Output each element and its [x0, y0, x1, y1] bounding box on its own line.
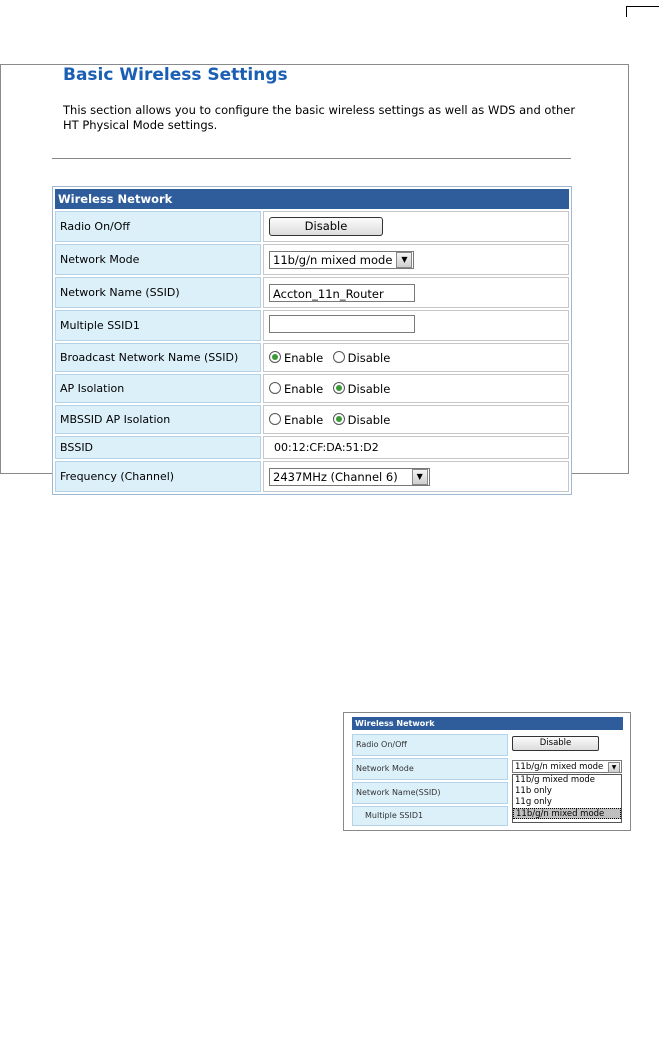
inset-network-mode-label: Network Mode	[352, 758, 508, 780]
page-title: Basic Wireless Settings	[63, 65, 288, 85]
mode-option-bgn-mixed[interactable]: 11b/g/n mixed mode	[513, 808, 621, 819]
chevron-down-icon[interactable]: ▼	[396, 252, 412, 268]
mode-option-g-only[interactable]: 11g only	[515, 797, 552, 807]
broadcast-enable-radio[interactable]	[269, 351, 281, 363]
wireless-network-table	[52, 186, 572, 495]
wireless-settings-screenshot	[0, 64, 629, 484]
broadcast-enable-label: Enable	[284, 350, 324, 365]
divider	[52, 158, 571, 159]
page-description: This section allows you to configure the basic wireless settings as well as WDS and other HT Physical Mode settings.	[63, 103, 576, 132]
mbssid-isolation-label: MBSSID AP Isolation	[55, 405, 261, 434]
mbssid-disable-label: Disable	[347, 412, 391, 427]
inset-multiple-ssid-label: Multiple SSID1	[352, 806, 508, 826]
frequency-value: 2437MHz (Channel 6)	[273, 469, 398, 484]
mbssid-enable-label: Enable	[284, 412, 324, 427]
ssid-input[interactable]: Accton_11n_Router	[269, 284, 415, 302]
broadcast-disable-label: Disable	[347, 350, 391, 365]
multiple-ssid-input[interactable]	[269, 315, 415, 333]
network-mode-select[interactable]	[269, 251, 414, 269]
ap-isolation-enable-radio[interactable]	[269, 382, 281, 394]
frequency-label: Frequency (Channel)	[55, 461, 261, 492]
ssid-label: Network Name (SSID)	[55, 277, 261, 308]
frequency-select[interactable]	[269, 468, 430, 486]
ap-isolation-disable-radio[interactable]	[333, 382, 345, 394]
network-mode-options-list	[512, 774, 622, 823]
network-mode-value: 11b/g/n mixed mode	[273, 252, 393, 267]
broadcast-disable-radio[interactable]	[333, 351, 345, 363]
inset-network-mode-select[interactable]	[512, 760, 622, 773]
table-header: Wireless Network	[55, 189, 569, 209]
inset-network-mode-value: 11b/g/n mixed mode	[515, 762, 604, 772]
chevron-down-icon[interactable]: ▼	[608, 762, 620, 773]
bssid-value: 00:12:CF:DA:51:D2	[263, 436, 569, 459]
ap-isolation-enable-label: Enable	[284, 381, 324, 396]
mode-option-b-only[interactable]: 11b only	[515, 786, 552, 796]
radio-label: Radio On/Off	[55, 211, 261, 242]
inset-table-header: Wireless Network	[352, 717, 623, 730]
bssid-label: BSSID	[55, 436, 261, 459]
radio-disable-button[interactable]: Disable	[269, 217, 383, 236]
inset-radio-label: Radio On/Off	[352, 734, 508, 756]
ap-isolation-label: AP Isolation	[55, 374, 261, 403]
mbssid-disable-radio[interactable]	[333, 413, 345, 425]
ap-isolation-disable-label: Disable	[347, 381, 391, 396]
multiple-ssid-label: Multiple SSID1	[55, 310, 261, 341]
network-mode-dropdown-screenshot	[343, 712, 631, 831]
mode-option-bg-mixed[interactable]: 11b/g mixed mode	[515, 775, 596, 785]
chevron-down-icon[interactable]: ▼	[412, 469, 428, 485]
inset-ssid-label: Network Name(SSID)	[352, 782, 508, 804]
broadcast-ssid-label: Broadcast Network Name (SSID)	[55, 343, 261, 372]
page-corner-mark	[626, 6, 659, 17]
network-mode-label: Network Mode	[55, 244, 261, 275]
mbssid-enable-radio[interactable]	[269, 413, 281, 425]
inset-radio-disable-button[interactable]: Disable	[512, 736, 599, 751]
